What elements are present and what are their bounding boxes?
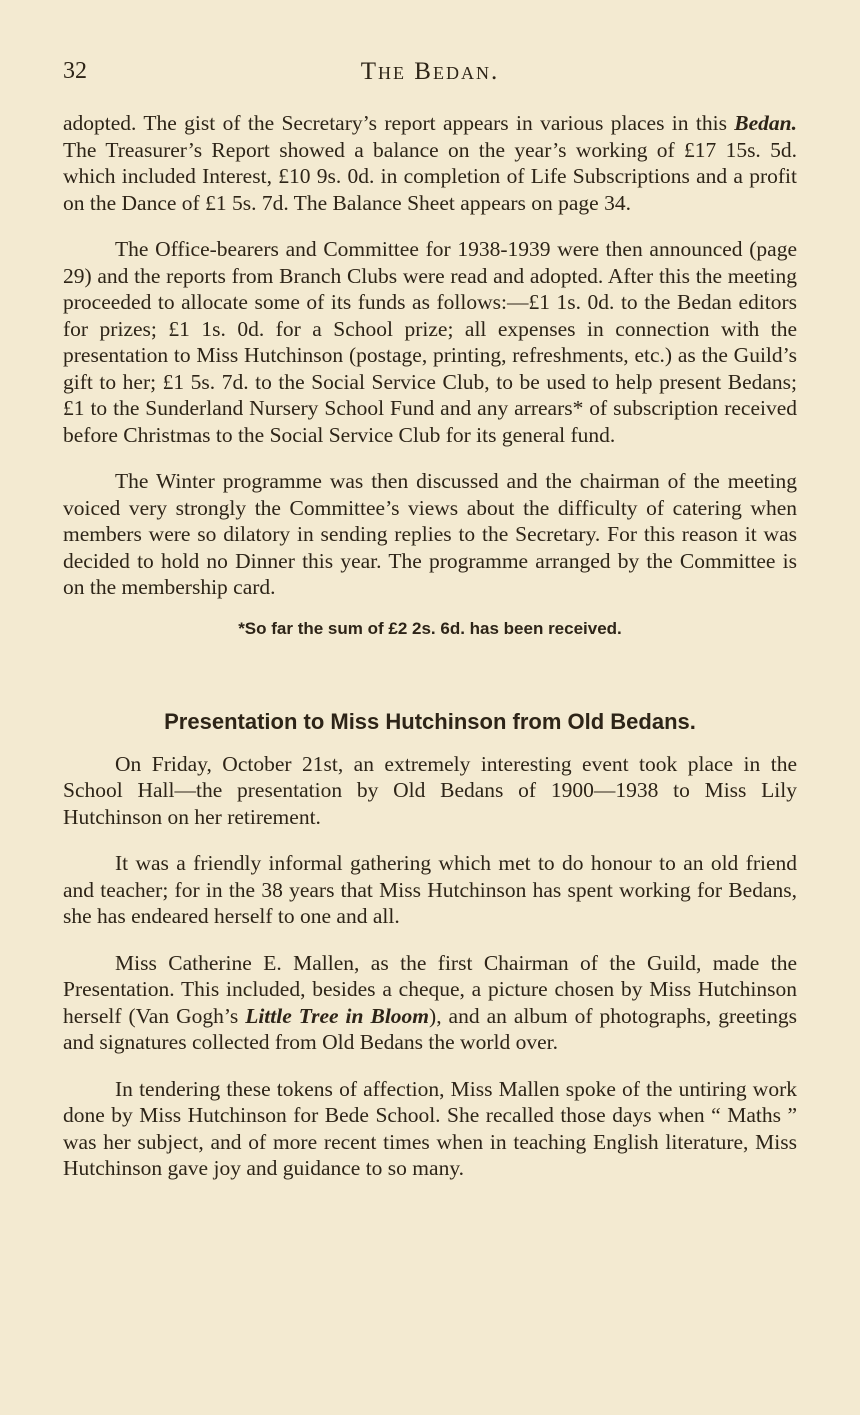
page-number: 32 xyxy=(63,58,87,84)
presentation-paragraph-2: It was a friendly informal gathering which met to do honour to an old friend and teacher; for in the 38 years that Miss Hutchinson has spent working for Bedans, she has endeared herself to one and all. xyxy=(63,851,797,928)
painting-title: Little Tree in Bloom xyxy=(245,1003,430,1028)
report-paragraph-3: The Winter programme was then discussed and the chairman of the meeting voiced very strongly the Committee’s views about the difficulty of catering when members were so dilatory in sending replies to the Secretary. For this reason it was decided to hold no Dinner this year. The programme arranged by the Committee is on the membership card. xyxy=(63,469,797,599)
footnote: *So far the sum of £2 2s. 6d. has been received. xyxy=(238,618,622,638)
report-paragraph-2: The Office-bearers and Committee for 1938-1939 were then announced (page 29) and the reports from Branch Clubs were read and adopted. After this the meeting proceeded to allocate some of its funds as follows:—£1 1s. 0d. to the Bedan editors for prizes; £1 1s. 0d. for a School prize; all expenses in connection with the presentation to Miss Hutchinson (postage, printing, refreshments, etc.) as the Guild’s gift to her; £1 5s. 7d. to the Social Service Club, to be used to help present Bedans; £1 to the Sunderland Nursery School Fund and any arrears* of subscription received before Christmas to the Social Service Club for its general fund. xyxy=(63,237,797,447)
presentation-paragraph-3 xyxy=(63,950,797,1056)
presentation-paragraph-4: In tendering these tokens of affection, Miss Mallen spoke of the untiring work done by Miss Hutchinson for Bede School. She recalled those days when “ Maths ” was her subject, and of more recent times when in teaching English literature, Miss Hutchinson gave joy and guidance to so many. xyxy=(63,1076,797,1180)
body-text xyxy=(63,110,797,1182)
report-paragraph-1 xyxy=(63,110,797,216)
report-paragraph-1-text-a: adopted. The gist of the Secretary’s report appears in various places in this xyxy=(63,111,735,135)
presentation-paragraph-3-text-b: ), and an album of photographs, greetings and signatures collected from Old Bedans the world over. xyxy=(63,1003,798,1054)
report-paragraph-1-text-b: The Treasurer’s Report showed a balance on the year’s working of £17 15s. 5d. which included Interest, £10 9s. 0d. in completion of Life Subscriptions and a profit on the Dance of £1 5s. 7d. The Balance Sheet appears on page 34. xyxy=(63,137,797,215)
presentation-paragraph-1: On Friday, October 21st, an extremely interesting event took place in the School Hall—the presentation by Old Bedans of 1900—1938 to Miss Lily Hutchinson on her retirement. xyxy=(63,751,797,829)
bedan-italic: Bedan. xyxy=(734,111,797,135)
journal-title: The Bedan. xyxy=(360,58,500,85)
running-head xyxy=(63,58,797,92)
presentation-paragraph-3-text-a: Miss Catherine E. Mallen, as the first Chairman of the Guild, made the Presentation. This included, besides a cheque, a picture chosen by Miss Hutchinson herself (Van Gogh’s xyxy=(63,950,797,1028)
section-heading: Presentation to Miss Hutchinson from Old Bedans. xyxy=(164,708,696,734)
